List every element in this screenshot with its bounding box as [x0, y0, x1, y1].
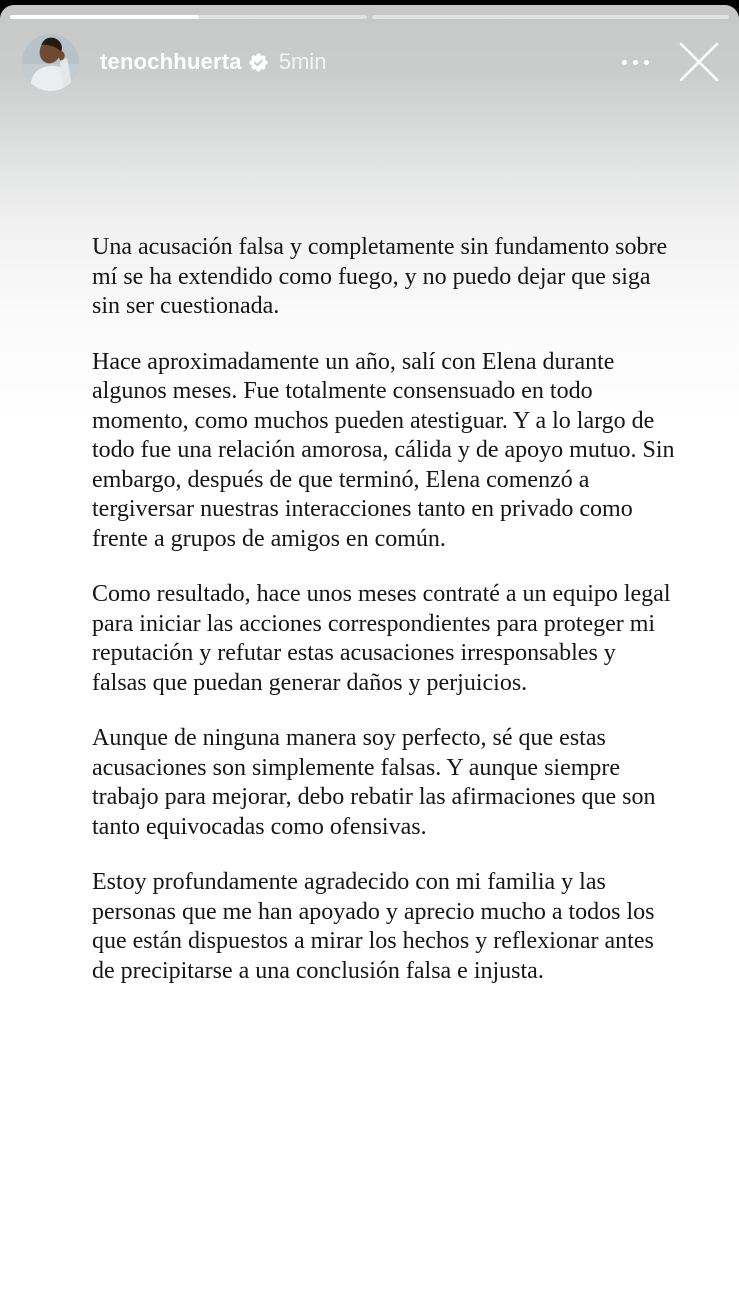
profile-photo-person-hand-on-cheek [22, 34, 79, 91]
progress-segment-1 [10, 15, 367, 19]
statement-text [92, 233, 676, 1012]
story-card[interactable] [0, 5, 739, 1303]
username[interactable]: tenochhuerta [100, 49, 242, 74]
header-actions [618, 38, 723, 86]
avatar[interactable] [22, 34, 79, 91]
ellipsis-icon [622, 60, 627, 65]
story-progress-bar [10, 15, 729, 19]
story-header [22, 33, 723, 91]
progress-segment-2 [372, 15, 729, 19]
statement-paragraph: Aunque de ninguna manera soy perfecto, sé que estas acusaciones son simplemente falsas. Y aunque siempre trabajo para mejorar, debo rebatir las afirmaciones que son tanto equivocadas como ofensivas. [92, 725, 656, 840]
statement-paragraph: Estoy profundamente agradecido con mi familia y las personas que me han apoyado y aprecio mucho a todos los que están dispuestos a mirar los hechos y reflexionar antes de precipitarse a una conclusión falsa e injusta. [92, 869, 655, 984]
statement-paragraph: Como resultado, hace unos meses contraté a un equipo legal para iniciar las acciones correspondientes para proteger mi reputación y refutar estas acusaciones irresponsables y falsas que puedan generar daños y perjuicios. [92, 581, 671, 696]
more-options-button[interactable] [618, 50, 653, 75]
statement-paragraph: Una acusación falsa y completamente sin fundamento sobre mí se ha extendido como fuego, y no puedo dejar que siga sin ser cuestionada. [92, 234, 668, 319]
statement-paragraph: Hace aproximadamente un año, salí con Elena durante algunos meses. Fue totalmente consensuado en todo momento, como muchos pueden atestiguar. Y a lo largo de todo fue una relación amorosa, cálida y de apoyo mutuo. Sin embargo, después de que terminó, Elena comenzó a tergiversar nuestras interacciones tanto en privado como frente a grupos de amigos en común. [92, 348, 675, 552]
verified-badge-icon [249, 53, 268, 72]
close-x-icon [677, 40, 721, 84]
progress-segment-1-fill [10, 15, 199, 19]
close-button[interactable] [675, 38, 723, 86]
story-timestamp: 5min [278, 49, 327, 74]
